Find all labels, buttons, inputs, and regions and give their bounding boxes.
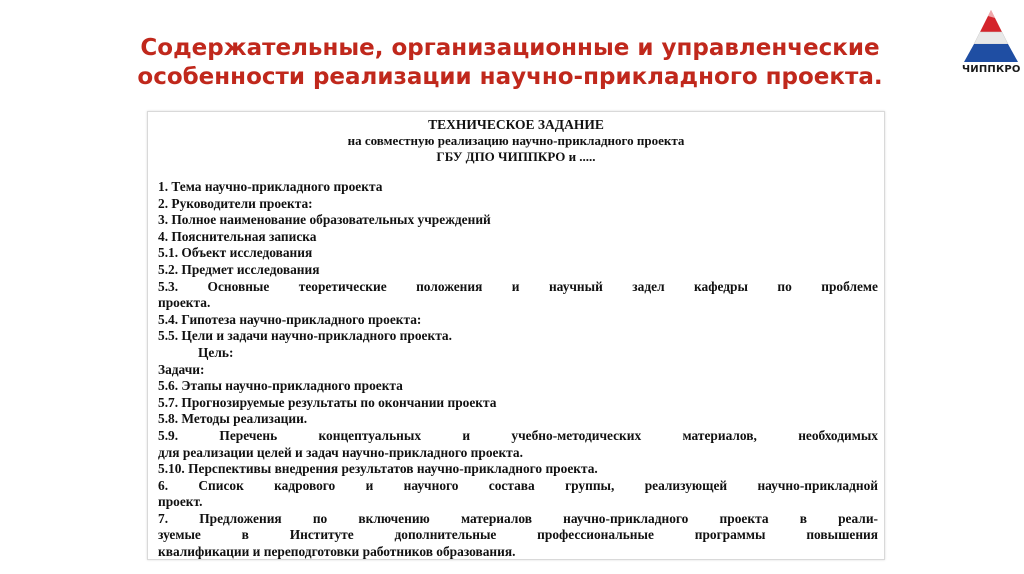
logo-triangle-icon [962,8,1020,64]
list-item: 5.10. Перспективы внедрения результатов научно-прикладного проекта. [158,461,598,477]
list-item: 2. Руководители проекта: [158,195,313,211]
list-item: 5.9. Перечень концептуальных и учебно-методических материалов, необходимых [158,427,878,443]
list-item: Задачи: [158,361,205,377]
slide-title-line-2: особенности реализации научно-прикладного проекта. [137,64,883,90]
list-item: 5.7. Прогнозируемые результаты по окончании проекта [158,394,497,410]
list-item: 3. Полное наименование образовательных учреждений [158,212,491,228]
list-item: 5.3. Основные теоретические положения и научный задел кафедры по проблеме [158,278,878,294]
list-item: 6. Список кадрового и научного состава группы, реализующей научно-прикладной [158,477,878,493]
list-item: квалификации и переподготовки работников образования. [158,544,516,560]
list-item: 5.2. Предмет исследования [158,261,320,277]
list-item: 5.5. Цели и задачи научно-прикладного проекта. [158,328,452,344]
list-item: 5.4. Гипотеза научно-прикладного проекта: [158,311,422,327]
slide-title-line-1: Содержательные, организационные и управленческие [140,35,880,61]
list-item: проекта. [158,295,211,311]
slide-title [60,34,960,92]
list-item: зуемые в Институте дополнительные профессиональные программы повышения [158,527,878,543]
list-item: Цель: [198,344,234,360]
list-item: 4. Пояснительная записка [158,228,317,244]
technical-specification-document [147,111,885,560]
list-item: 1. Тема научно-прикладного проекта [158,179,383,194]
chippkro-logo [962,8,1020,76]
document-heading-title: ТЕХНИЧЕСКОЕ ЗАДАНИЕ [428,117,604,132]
document-heading-parties: ГБУ ДПО ЧИППКРО и ..... [436,149,596,164]
logo-text: ЧИППКРО [962,64,1021,75]
document-item-list [158,179,884,561]
list-item: для реализации целей и задач научно-прикладного проекта. [158,444,523,460]
list-item: 5.6. Этапы научно-прикладного проекта [158,378,403,394]
list-item: 5.1. Объект исследования [158,245,313,261]
list-item: 7. Предложения по включению материалов научно-прикладного проекта в реали- [158,510,878,526]
document-heading [148,117,884,165]
list-item: проект. [158,494,203,510]
document-heading-subtitle: на совместную реализацию научно-прикладного проекта [347,133,685,148]
list-item: 5.8. Методы реализации. [158,411,308,427]
